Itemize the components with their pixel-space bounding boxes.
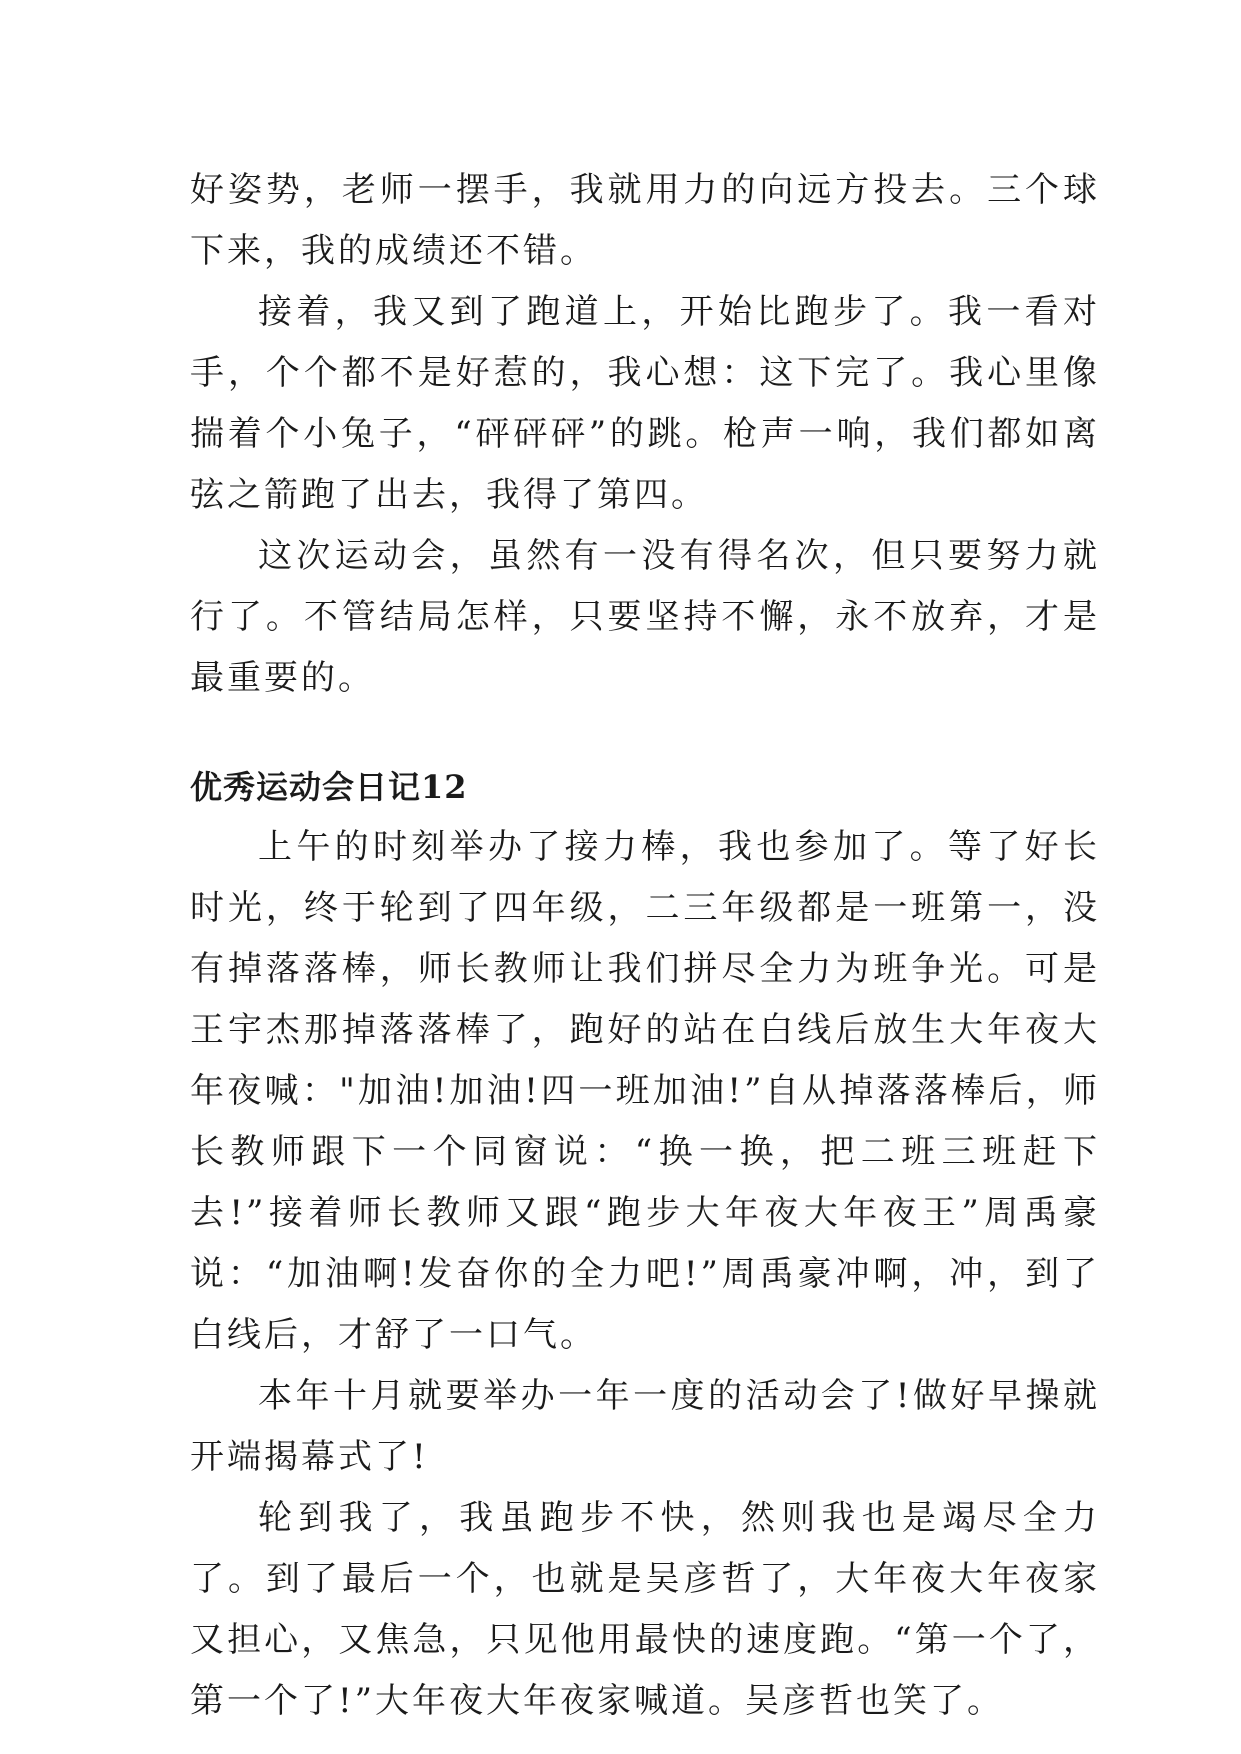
paragraph: 好姿势，老师一摆手，我就用力的向远方投去。三个球下来，我的成绩还不错。: [190, 170, 1100, 271]
section-title: 优秀运动会日记12: [190, 768, 468, 806]
document-body: [190, 160, 1100, 1732]
paragraph: 轮到我了，我虽跑步不快，然则我也是竭尽全力了。到了最后一个，也就是吴彦哲了，大年夜大年夜家又担心，又焦急，只见他用最快的速度跑。“第一个了，第一个了!”大年夜大年夜家喊道。吴彦哲也笑了。: [190, 1498, 1100, 1721]
paragraph: 接着，我又到了跑道上，开始比跑步了。我一看对手，个个都不是好惹的，我心想：这下完了。我心里像揣着个小兔子，“砰砰砰”的跳。枪声一响，我们都如离弦之箭跑了出去，我得了第四。: [190, 292, 1100, 515]
paragraph: 上午的时刻举办了接力棒，我也参加了。等了好长时光，终于轮到了四年级，二三年级都是一班第一，没有掉落落棒，师长教师让我们拼尽全力为班争光。可是王宇杰那掉落落棒了，跑好的站在白线后放生大年夜大年夜喊："加油!加油!四一班加油!”自从掉落落棒后，师长教师跟下一个同窗说：“换一换，把二班三班赶下去!”接着师长教师又跟“跑步大年夜大年夜王”周禹豪说：“加油啊!发奋你的全力吧!”周禹豪冲啊，冲，到了白线后，才舒了一口气。: [190, 827, 1100, 1355]
paragraph: 这次运动会，虽然有一没有得名次，但只要努力就行了。不管结局怎样，只要坚持不懈，永不放弃，才是最重要的。: [190, 536, 1100, 698]
paragraph: 本年十月就要举办一年一度的活动会了!做好早操就开端揭幕式了!: [190, 1376, 1100, 1477]
